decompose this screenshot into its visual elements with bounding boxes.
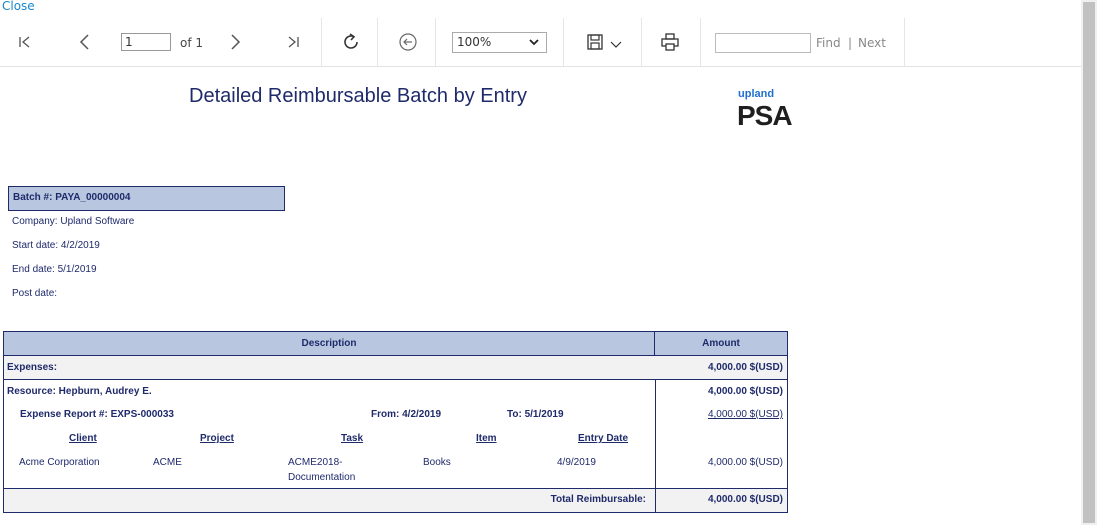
project-column-header[interactable]: Project — [200, 433, 234, 444]
entry-task-line2: Documentation — [288, 472, 356, 483]
toolbar-divider — [435, 18, 436, 66]
zoom-value: 100% — [457, 35, 492, 49]
expenses-label: Expenses: — [7, 362, 58, 373]
refresh-button[interactable] — [336, 18, 366, 66]
find-separator: | — [848, 36, 853, 50]
toolbar-divider — [700, 18, 701, 66]
total-row — [3, 488, 788, 513]
refresh-icon — [341, 32, 361, 52]
close-link[interactable]: Close — [2, 0, 35, 13]
first-page-icon — [17, 34, 33, 50]
last-page-icon — [285, 34, 301, 50]
item-column-header[interactable]: Item — [476, 433, 497, 444]
next-page-button[interactable] — [220, 18, 250, 66]
previous-page-button[interactable] — [70, 18, 100, 66]
toolbar-divider — [321, 18, 322, 66]
entry-project: ACME — [153, 457, 182, 468]
chevron-down-icon — [609, 38, 623, 52]
entry-item: Books — [423, 457, 451, 468]
post-date-label: Post date: — [12, 288, 58, 299]
amount-column-divider — [655, 380, 656, 488]
chevron-down-icon — [528, 35, 540, 49]
entry-task-line1: ACME2018- — [288, 457, 343, 468]
entry-client: Acme Corporation — [19, 457, 100, 468]
expenses-amount: 4,000.00 $(USD) — [707, 362, 783, 373]
resource-group — [3, 380, 788, 488]
page-number-input[interactable] — [121, 33, 171, 51]
toolbar-divider — [377, 18, 378, 66]
resource-label: Resource: Hepburn, Audrey E. — [7, 386, 152, 397]
expense-report-amount-link[interactable]: 4,000.00 $(USD) — [707, 409, 783, 420]
entry-amount: 4,000.00 $(USD) — [707, 457, 783, 468]
company-label: Company: Upland Software — [12, 216, 135, 227]
report-to-date: To: 5/1/2019 — [507, 409, 564, 420]
export-button[interactable] — [580, 18, 628, 66]
first-page-button[interactable] — [10, 18, 40, 66]
logo-psa: PSA — [737, 100, 792, 131]
toolbar-divider — [904, 18, 905, 66]
chevron-left-icon — [77, 33, 93, 51]
expenses-row — [3, 356, 788, 380]
logo-upland: upland — [738, 88, 775, 100]
start-date-label: Start date: 4/2/2019 — [12, 240, 100, 251]
batch-number: Batch #: PAYA_00000004 — [8, 186, 285, 211]
save-icon — [585, 32, 605, 52]
resource-amount: 4,000.00 $(USD) — [707, 386, 783, 397]
back-arrow-icon — [398, 32, 418, 52]
scrollbar-thumb[interactable] — [1083, 2, 1095, 523]
description-header: Description — [3, 331, 655, 356]
entry-date-column-header[interactable]: Entry Date — [578, 433, 629, 444]
total-label: Total Reimbursable: — [550, 494, 646, 505]
client-column-header[interactable]: Client — [69, 433, 97, 444]
next-button[interactable]: Next — [858, 36, 886, 50]
report-title: Detailed Reimbursable Batch by Entry — [189, 85, 527, 107]
page-count-label: of 1 — [180, 36, 204, 50]
amount-column-divider — [655, 489, 656, 512]
report-toolbar — [0, 18, 1081, 67]
find-button[interactable]: Find — [816, 36, 841, 50]
total-amount: 4,000.00 $(USD) — [707, 494, 783, 505]
expense-report-number: Expense Report #: EXPS-000033 — [20, 409, 174, 420]
toolbar-divider — [563, 18, 564, 66]
task-column-header[interactable]: Task — [341, 433, 364, 444]
print-button[interactable] — [655, 18, 685, 66]
report-from-date: From: 4/2/2019 — [371, 409, 442, 420]
zoom-select[interactable] — [452, 32, 547, 53]
end-date-label: End date: 5/1/2019 — [12, 264, 97, 275]
find-input[interactable] — [715, 33, 811, 53]
toolbar-divider — [641, 18, 642, 66]
back-button[interactable] — [393, 18, 423, 66]
chevron-right-icon — [227, 33, 243, 51]
last-page-button[interactable] — [278, 18, 308, 66]
amount-header: Amount — [654, 331, 788, 356]
print-icon — [660, 32, 680, 52]
entry-date: 4/9/2019 — [557, 457, 596, 468]
vertical-scrollbar[interactable] — [1081, 0, 1097, 525]
